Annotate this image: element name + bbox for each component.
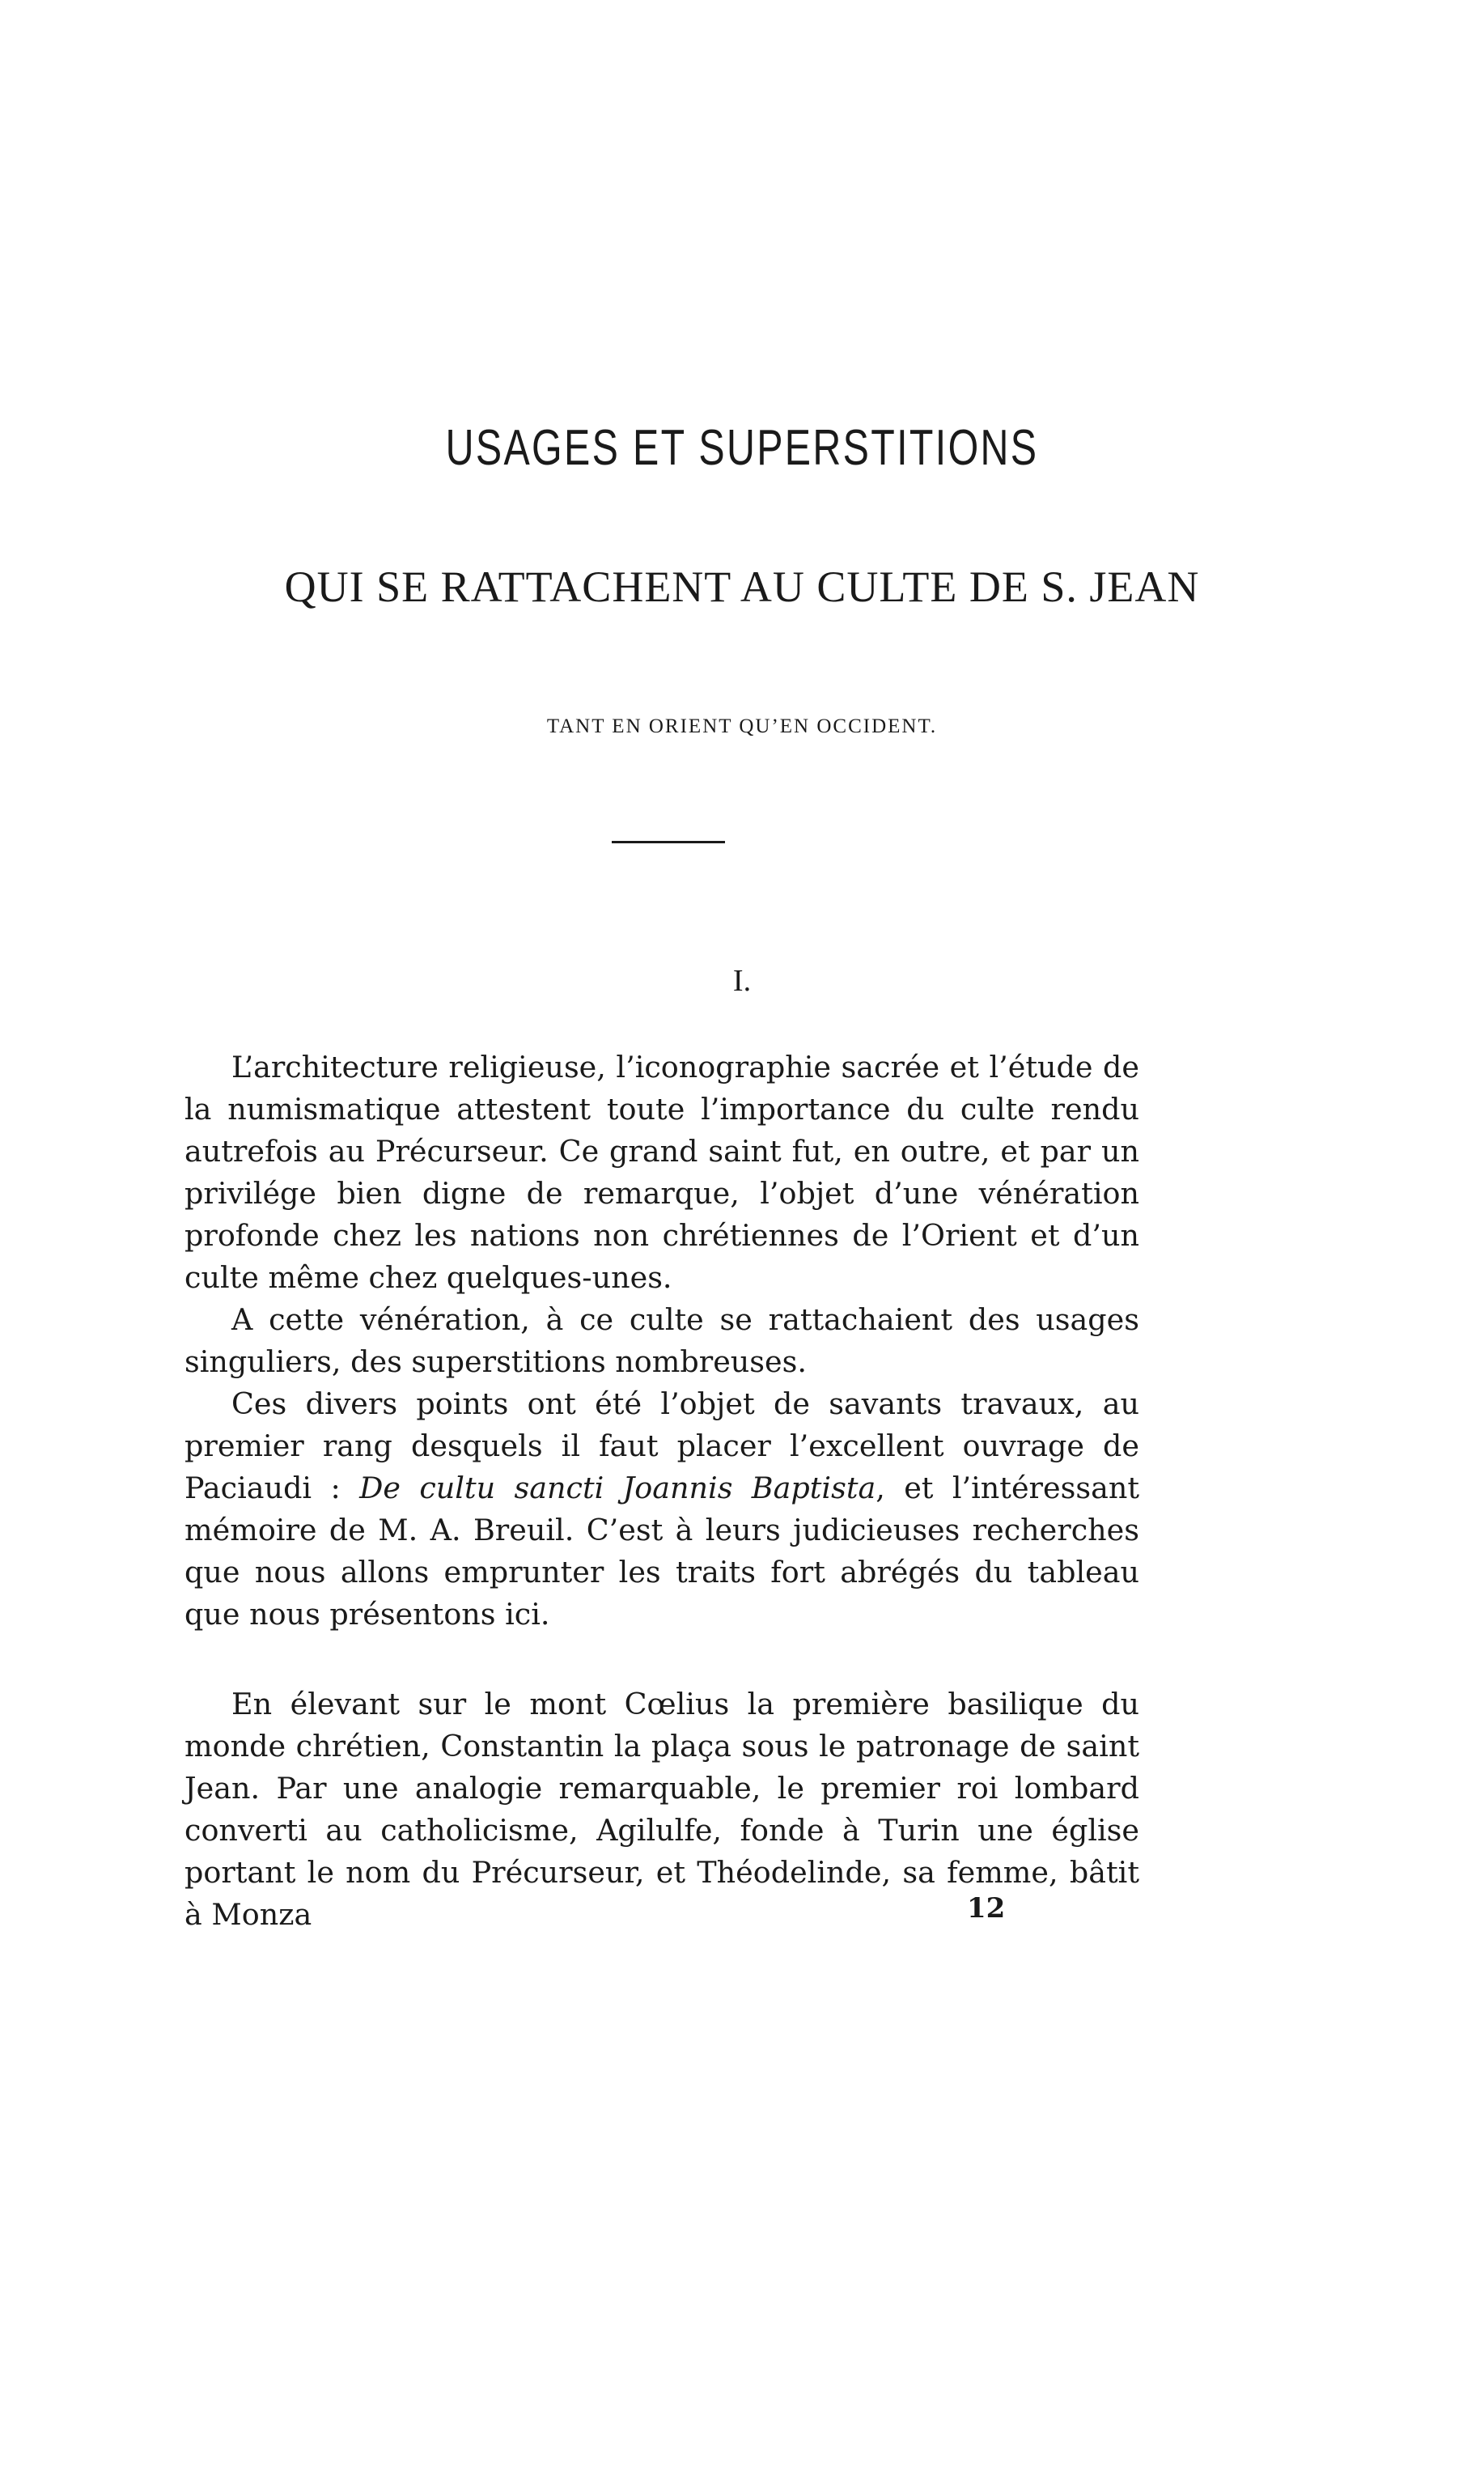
page-subsubtitle: TANT EN ORIENT QU’EN OCCIDENT. bbox=[546, 715, 938, 737]
paragraph: L’architecture religieuse, l’iconographie sacrée et l’étude de la numismatique attestent toute l’importance du culte rendu autrefois au Précurseur. Ce grand saint fut, en outre, et par un privilége bien digne de remarque, l’objet d’une vénération profonde chez les nations non chrétiennes de l’Orient et d’un culte même chez quelques-unes. bbox=[184, 1050, 1139, 1295]
section-number: I. bbox=[732, 964, 752, 998]
paragraph: A cette vénération, à ce culte se rattachaient des usages singuliers, des superstitions nombreuses. bbox=[184, 1302, 1139, 1379]
paragraph-text: , et l’intéressant mémoire de M. A. Breuil. C’est à leurs judicieuses recherches que nous allons emprunter les traits fort abrégés du tableau que nous présentons ici. bbox=[184, 1471, 1140, 1632]
page-subtitle: QUI SE RATTACHENT AU CULTE DE S. JEAN bbox=[284, 562, 1200, 611]
paragraph-text: Ces divers points ont été l’objet de savants travaux, au premier rang desquels il faut placer l’excellent ouvrage de Paciaudi : bbox=[184, 1386, 1139, 1505]
page-number: 12 bbox=[967, 1892, 1006, 1925]
paragraph: En élevant sur le mont Cœlius la première basilique du monde chrétien, Constantin la plaça sous le patronage de saint Jean. Par une analogie remarquable, le premier roi lombard converti au catholicisme, Agilulfe, fonde à Turin une église portant le nom du Précurseur, et Théodelinde, sa femme, bâtit à Monza bbox=[184, 1687, 1139, 1932]
page-title: USAGES ET SUPERSTITIONS bbox=[445, 420, 1039, 476]
title-divider bbox=[612, 841, 725, 843]
paragraph bbox=[184, 1383, 1139, 1636]
book-title: De cultu sancti Joannis Baptista bbox=[359, 1471, 876, 1505]
text-block-1 bbox=[184, 1046, 1139, 1636]
